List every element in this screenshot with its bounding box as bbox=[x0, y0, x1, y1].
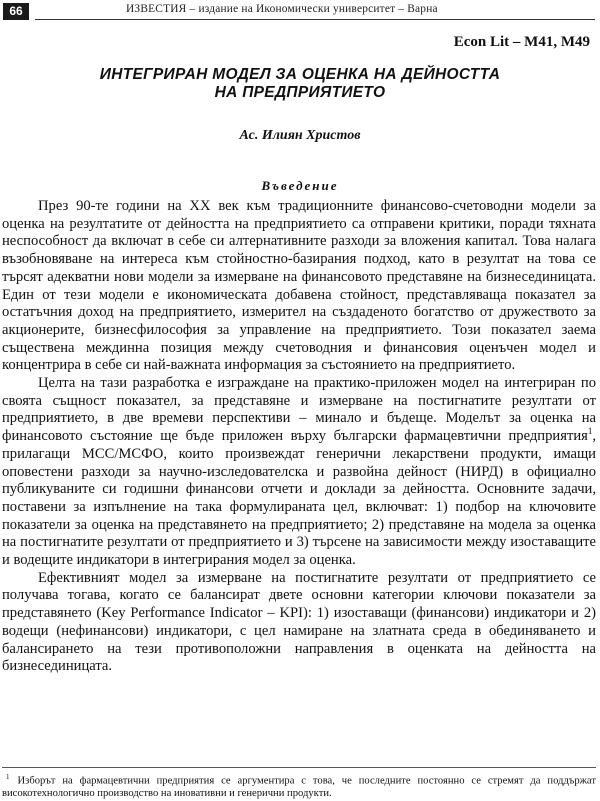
footnote-reference[interactable]: 1 bbox=[587, 426, 593, 437]
footnote-rule bbox=[2, 767, 596, 768]
title-line-1: ИНТЕГРИРАН МОДЕЛ ЗА ОЦЕНКА НА ДЕЙНОСТТА bbox=[99, 66, 501, 83]
article-title bbox=[20, 66, 580, 102]
econlit-classification: Econ Lit – M41, M49 bbox=[453, 34, 590, 50]
footnote-marker: 1 bbox=[6, 773, 10, 781]
author-name: Ас. Илиян Христов bbox=[239, 128, 361, 143]
footnote bbox=[2, 771, 596, 801]
header-rule bbox=[35, 19, 595, 20]
page-number: 66 bbox=[3, 3, 29, 20]
journal-running-head: ИЗВЕСТИЯ – издание на Икономически университет – Варна bbox=[126, 3, 438, 15]
section-heading: Въведение bbox=[261, 178, 339, 193]
paragraph-2-text-b: , прилагащи МСС/МСФО, които произвеждат генерични лекарствени продукти, имащи оповестени разходи за научно-изследователска и развойна дейност (НИРД) в официално публикуваните си годишни финансови отчети и доклади за дейността. Основните задачи, поставени за изпълнение на така формулираната цел, включват: 1) подбор на ключовите показатели за оценка на представянето на предприятието; 2) представяне на модела за оценка на постигнатите резултати от предприятието и 3) търсене на зависимости между изоставащите и водещите индикатори в интегрирания модел за оценка. bbox=[2, 428, 596, 569]
footnote-text: Изборът на фармацевтични предприятия се аргументира с това, че последните постоянно се стремят да поддържат високотехнологично производство на иновативни и генерични продукти. bbox=[2, 775, 596, 800]
paragraph-3: Ефективният модел за измерване на постигнатите резултати от предприятието се получава тогава, когато се балансират двете основни категории ключови показатели за представянето (Key Performance Indicator – KPI): 1) изоставащи (финансови) индикатори и 2) водещи (нефинансови) индикатори, с цел намиране на златната среда в обединяването и балансирането на тези противоположни направления в оценката на дейността на бизнесединицата. bbox=[2, 569, 596, 675]
article-body bbox=[2, 198, 596, 676]
title-line-2: НА ПРЕДПРИЯТИЕТО bbox=[214, 84, 386, 101]
paragraph-2 bbox=[2, 375, 596, 570]
paragraph-1: През 90-те години на XX век към традиционните финансово-счетоводни модели за оценка на резултатите от дейността на предприятието са отправени критики, поради тяхната неспособност да включат в себе си алтернативните разходи за вложения капитал. Това налага възобновяване на интереса към стойностно-базирания подход, като в резултат на това се търсят адекватни нови модели за измерване на финансовото представяне на бизнесединицата. Един от тези модели е икономическата добавена стойност, представляваща показател за остатъчния доход на предприятието, измерител на създаденото богатство от дружеството за акционерите, бизнесфилософия за управление на предприятието. Този показател заема съществена междинна позиция между счетоводния и финансовия оценъчен модел и концентрира в себе си най-важната информация за състоянието на предприятието. bbox=[2, 198, 596, 374]
paragraph-2-text-a: Целта на тази разработка е изграждане на практико-приложен модел на интегриран по своята същност показател, за представяне и измерване на постигнатите резултати от предприятието, в две времеви перспективи – минало и бъдеще. Моделът за оценка на финансовото състояние ще бъде приложен върху български фармацевтични предприятия bbox=[2, 375, 596, 445]
running-header bbox=[0, 0, 600, 22]
